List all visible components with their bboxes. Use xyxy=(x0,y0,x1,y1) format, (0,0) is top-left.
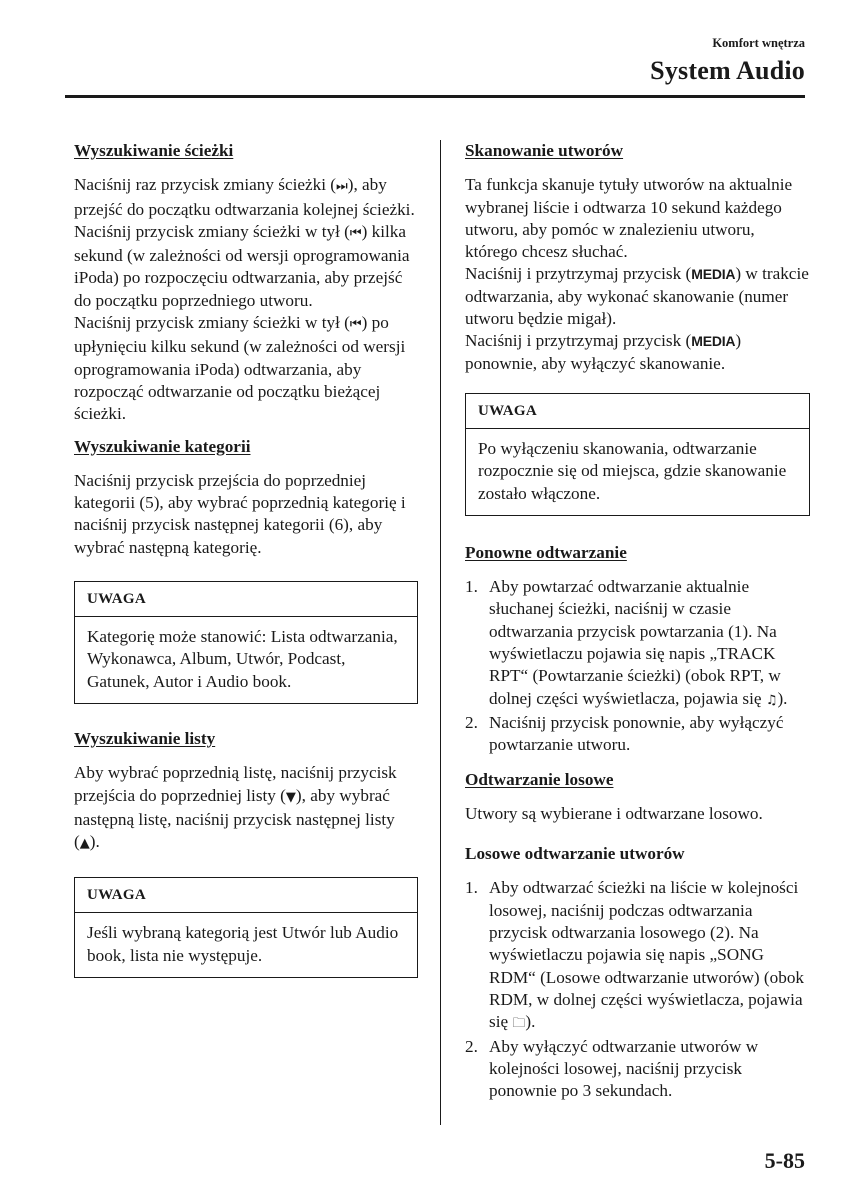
list-item: 2. Aby wyłączyć odtwarzanie utworów w kolejności losowej, naciśnij przycisk ponownie po 3 sekundach. xyxy=(465,1036,759,1101)
random-heading: Odtwarzanie losowe xyxy=(465,769,614,789)
repeat-steps xyxy=(465,576,810,756)
list-item: 1. Aby powtarzać odtwarzanie aktualnie słuchanej ścieżki, naciśnij w czasie odtwarzania przycisk powtarzania (1). Na wyświetlaczu pojawia się napis „TRACK RPT“ (Powtarzanie ścieżki) (obok RPT, w dolnej części wyświetlacza, pojawia się ♫). xyxy=(465,577,788,708)
left-column xyxy=(74,140,418,978)
note-box-categories xyxy=(74,581,418,704)
category-search-heading: Wyszukiwanie kategorii xyxy=(74,436,251,456)
list-item: 2. Naciśnij przycisk ponownie, aby wyłączyć powtarzanie utworu. xyxy=(465,712,784,755)
previous-track-icon: ⏮ xyxy=(349,225,362,241)
scan-heading: Skanowanie utworów xyxy=(465,141,624,160)
scan-paragraph-1: Ta funkcja skanuje tytuły utworów na aktualnie wybranej liście i odtwarza 10 sekund każdego utworu, aby pomóc w znalezieniu utworu, którego chcesz słuchać. xyxy=(465,175,793,262)
note-body: Jeśli wybraną kategorią jest Utwór lub Audio book, lista nie występuje. xyxy=(87,923,399,965)
media-button-label: MEDIA xyxy=(691,333,736,350)
page-title: System Audio xyxy=(650,56,805,85)
note-box-scan xyxy=(465,393,810,516)
random-tracks-steps xyxy=(465,877,810,1102)
previous-track-icon: ⏮ xyxy=(349,317,362,333)
arrow-down-icon: ▼ xyxy=(285,789,296,805)
note-title: UWAGA xyxy=(466,394,809,429)
note-title: UWAGA xyxy=(75,582,417,617)
repeat-heading: Ponowne odtwarzanie xyxy=(465,542,627,562)
track-search-heading: Wyszukiwanie ścieżki xyxy=(74,141,234,160)
random-paragraph: Utwory są wybierane i odtwarzane losowo. xyxy=(465,803,763,823)
track-search-paragraph-3: Naciśnij przycisk zmiany ścieżki w tył (⏮) po upłynięciu kilku sekund (w zależności od wersji oprogramowania iPoda) odtwarzania, aby rozpocząć odtwarzanie od początku bieżącej ścieżki. xyxy=(74,313,406,424)
folder-icon: 🗀 xyxy=(512,1016,526,1032)
random-tracks-heading: Losowe odtwarzanie utworów xyxy=(465,844,685,864)
media-button-label: MEDIA xyxy=(691,266,736,283)
column-divider xyxy=(440,140,441,1125)
note-box-list xyxy=(74,877,418,978)
track-search-paragraph-1: Naciśnij raz przycisk zmiany ścieżki (⏭), aby przejść do początku odtwarzania kolejnej ścieżki. xyxy=(74,175,415,219)
note-body: Kategorię może stanowić: Lista odtwarzania, Wykonawca, Album, Utwór, Podcast, Gatunek, Autor i Audio book. xyxy=(87,627,398,691)
list-search-paragraph: Aby wybrać poprzednią listę, naciśnij przycisk przejścia do poprzedniej listy (▼), aby wybrać następną listę, naciśnij przycisk następnej listy (▲). xyxy=(74,763,397,852)
note-body: Po wyłączeniu skanowania, odtwarzanie rozpocznie się od miejsca, gdzie skanowanie zostało włączone. xyxy=(478,438,787,503)
scan-paragraph-2: Naciśnij i przytrzymaj przycisk (MEDIA) w trakcie odtwarzania, aby wykonać skanowanie (numer utworu będzie migał). xyxy=(465,264,809,329)
list-item: 1. Aby odtwarzać ścieżki na liście w kolejności losowej, naciśnij podczas odtwarzania przycisk odtwarzania losowego (2). Na wyświetlaczu pojawia się napis „SONG RDM“ (Losowe odtwarzanie utworów) (obok RDM, w dolnej części wyświetlacza, pojawia się 🗀). xyxy=(465,878,805,1032)
next-track-icon: ⏭ xyxy=(336,179,348,195)
scan-paragraph-3: Naciśnij i przytrzymaj przycisk (MEDIA) ponownie, aby wyłączyć skanowanie. xyxy=(465,331,742,373)
header-rule xyxy=(65,95,805,98)
header-section-label: Komfort wnętrza xyxy=(712,36,805,50)
category-search-paragraph: Naciśnij przycisk przejścia do poprzedniej kategorii (5), aby wybrać poprzednią kategorię i naciśnij przycisk następnej kategorii (6), aby wybrać następną kategorię. xyxy=(74,470,406,557)
list-search-heading: Wyszukiwanie listy xyxy=(74,728,216,748)
right-column xyxy=(465,140,810,1102)
page-number: 5-85 xyxy=(764,1148,805,1173)
track-search-paragraph-2: Naciśnij przycisk zmiany ścieżki w tył (⏮) kilka sekund (w zależności od wersji oprogramowania iPoda) po rozpoczęciu odtwarzania, aby przejść do początku poprzedniego utworu. xyxy=(74,221,410,310)
arrow-up-icon: ▲ xyxy=(79,836,90,852)
note-title: UWAGA xyxy=(75,878,417,913)
music-note-icon: ♫ xyxy=(765,692,778,708)
